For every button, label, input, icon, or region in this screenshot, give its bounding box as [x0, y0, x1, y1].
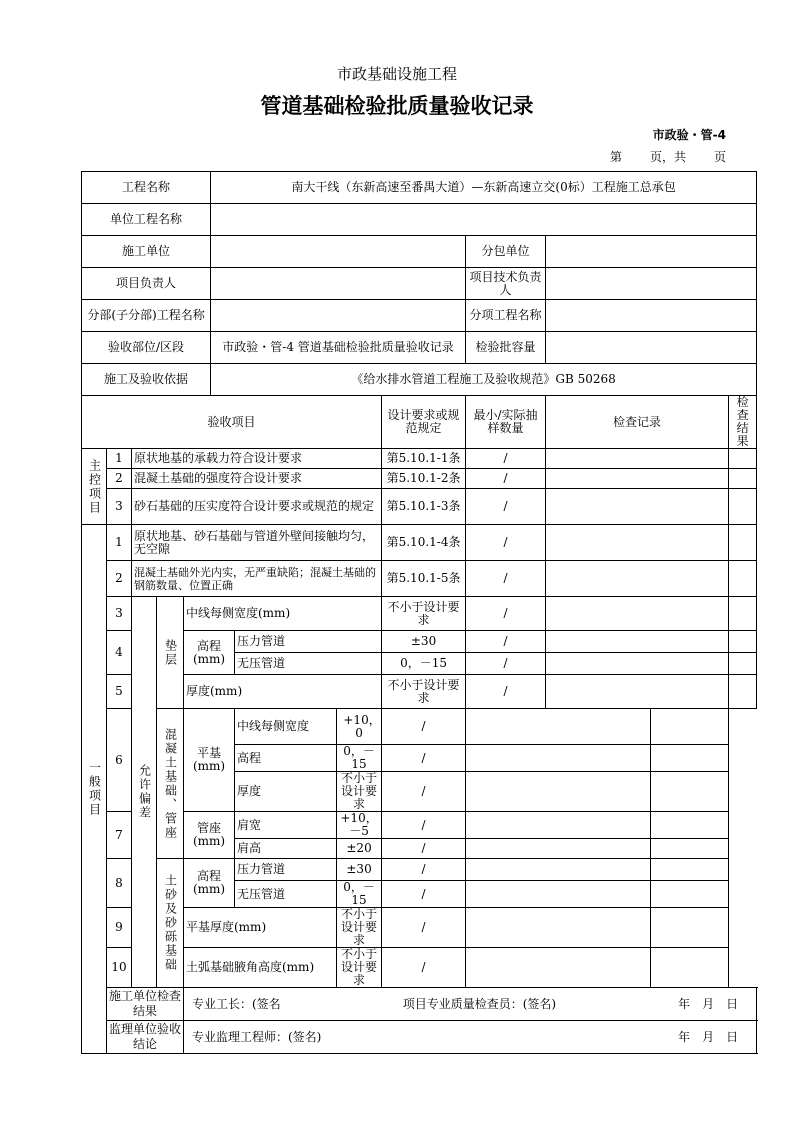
- mc-no-2: 2: [107, 469, 132, 489]
- g-b-record-8[interactable]: [466, 881, 651, 908]
- g-b-result-8[interactable]: [651, 881, 729, 908]
- cushion-label: 垫层: [157, 597, 184, 709]
- g-record-9[interactable]: [466, 908, 651, 948]
- g-result-1[interactable]: [729, 525, 757, 561]
- g-text-10: 土弧基础腋角高度(mm): [184, 948, 337, 988]
- g-a-record-7[interactable]: [466, 812, 651, 839]
- page-info: [610, 148, 726, 165]
- mc-sample-1[interactable]: /: [466, 449, 546, 469]
- g-record-5[interactable]: [546, 675, 729, 709]
- g-b-result-4[interactable]: [729, 653, 757, 675]
- batch-capacity-value[interactable]: [546, 332, 757, 364]
- mc-text-1: 原状地基的承载力符合设计要求: [132, 449, 382, 469]
- col-sample-header: 最小/实际抽样数量: [466, 396, 546, 449]
- g-result-2[interactable]: [729, 561, 757, 597]
- subitem-value[interactable]: [546, 300, 757, 332]
- g-text-3: 中线每侧宽度(mm): [184, 597, 382, 631]
- g-sub-4: 高程(mm): [184, 631, 235, 675]
- main-control-group: 主控项目: [82, 449, 107, 525]
- g-a-result-8[interactable]: [651, 859, 729, 881]
- g-b-sample-6[interactable]: /: [382, 745, 466, 772]
- supervision-result-label: 监理单位验收结论: [107, 1021, 184, 1054]
- g-text-1: 原状地基、砂石基础与管道外壁间接触均匀，无空隙: [132, 525, 382, 561]
- form-code: 市政验・管-4: [652, 128, 726, 142]
- g-a-8: 压力管道: [235, 859, 337, 881]
- location-value[interactable]: 市政验・管-4 管道基础检验批质量验收记录: [211, 332, 466, 364]
- g-a-6: 中线每侧宽度: [235, 709, 337, 745]
- g-result-9[interactable]: [651, 908, 729, 948]
- g-sample-9[interactable]: /: [382, 908, 466, 948]
- supervision-date: 年 月 日: [678, 1029, 739, 1044]
- col-record-header: 检查记录: [546, 396, 729, 449]
- g-c-record-6[interactable]: [466, 772, 651, 812]
- construction-result-label: 施工单位检查结果: [107, 988, 184, 1021]
- location-label: 验收部位/区段: [82, 332, 211, 364]
- tech-manager-value[interactable]: [546, 268, 757, 300]
- g-b-record-7[interactable]: [466, 839, 651, 859]
- allow-deviation-label: 允许偏差: [132, 597, 157, 988]
- project-name-label: 工程名称: [82, 172, 211, 204]
- division-value[interactable]: [211, 300, 466, 332]
- g-a-record-6[interactable]: [466, 709, 651, 745]
- mc-no-3: 3: [107, 489, 132, 525]
- g-c-6: 厚度: [235, 772, 337, 812]
- mc-record-1[interactable]: [546, 449, 729, 469]
- mc-result-2[interactable]: [729, 469, 757, 489]
- g-sample-3[interactable]: /: [466, 597, 546, 631]
- g-b-7: 肩高: [235, 839, 337, 859]
- form-title: 管道基础检验批质量验收记录: [260, 94, 534, 118]
- supervision-result-field[interactable]: [184, 1021, 757, 1054]
- g-no-10: 10: [107, 948, 132, 988]
- construction-result-field[interactable]: [184, 988, 757, 1021]
- g-a-design-6: +10， 0: [337, 709, 382, 745]
- page-di: 第: [609, 150, 622, 164]
- sand-label: 土砂及砂砾基础: [157, 859, 184, 988]
- g-b-sample-8[interactable]: /: [382, 881, 466, 908]
- mc-design-3: 第5.10.1-3条: [382, 489, 466, 525]
- g-b-sample-4[interactable]: /: [466, 653, 546, 675]
- g-b-design-6: 0，－15: [337, 745, 382, 772]
- mc-sample-2[interactable]: /: [466, 469, 546, 489]
- g-b-result-7[interactable]: [651, 839, 729, 859]
- g-a-sample-6[interactable]: /: [382, 709, 466, 745]
- construction-unit-value[interactable]: [211, 236, 466, 268]
- g-design-5: 不小于设计要求: [382, 675, 466, 709]
- g-design-3: 不小于设计要求: [382, 597, 466, 631]
- mc-record-2[interactable]: [546, 469, 729, 489]
- g-b-design-4: 0，－15: [382, 653, 466, 675]
- g-a-sample-7[interactable]: /: [382, 812, 466, 839]
- g-no-5: 5: [107, 675, 132, 709]
- construction-unit-label: 施工单位: [82, 236, 211, 268]
- g-design-1: 第5.10.1-4条: [382, 525, 466, 561]
- g-b-design-7: ±20: [337, 839, 382, 859]
- mc-text-2: 混凝土基础的强度符合设计要求: [132, 469, 382, 489]
- page-ye: 页: [713, 150, 726, 164]
- project-manager-value[interactable]: [211, 268, 466, 300]
- subcontract-value[interactable]: [546, 236, 757, 268]
- g-c-sample-6[interactable]: /: [382, 772, 466, 812]
- g-c-design-6: 不小于设计要求: [337, 772, 382, 812]
- g-a-design-4: ±30: [382, 631, 466, 653]
- inspection-form-table: [81, 171, 757, 1054]
- basis-label: 施工及验收依据: [82, 364, 211, 396]
- g-a-sample-8[interactable]: /: [382, 859, 466, 881]
- g-sample-1[interactable]: /: [466, 525, 546, 561]
- g-b-record-6[interactable]: [466, 745, 651, 772]
- g-no-3: 3: [107, 597, 132, 631]
- g-no-6: 6: [107, 709, 132, 812]
- g-sample-2[interactable]: /: [466, 561, 546, 597]
- subitem-label: 分项工程名称: [466, 300, 546, 332]
- mc-text-3: 砂石基础的压实度符合设计要求或规范的规定: [132, 489, 382, 525]
- mc-design-2: 第5.10.1-2条: [382, 469, 466, 489]
- g-a-sample-4[interactable]: /: [466, 631, 546, 653]
- mc-sample-3[interactable]: /: [466, 489, 546, 525]
- g-b-record-4[interactable]: [546, 653, 729, 675]
- concrete-label: 混凝土基础、管座: [157, 709, 184, 859]
- g-no-1: 1: [107, 525, 132, 561]
- g-a-result-4[interactable]: [729, 631, 757, 653]
- quality-inspector-signature: 项目专业质量检查员：(签名): [402, 996, 557, 1011]
- g-design-2: 第5.10.1-5条: [382, 561, 466, 597]
- division-label: 分部(子分部)工程名称: [82, 300, 211, 332]
- g-design-9: 不小于设计要求: [337, 908, 382, 948]
- g-c-result-6[interactable]: [651, 772, 729, 812]
- mc-no-1: 1: [107, 449, 132, 469]
- g-sub-7: 管座(mm): [184, 812, 235, 859]
- g-a-4: 压力管道: [235, 631, 382, 653]
- mc-result-1[interactable]: [729, 449, 757, 469]
- g-no-8: 8: [107, 859, 132, 908]
- col-result-header: 检查结果: [729, 396, 757, 449]
- g-record-10[interactable]: [466, 948, 651, 988]
- g-result-3[interactable]: [729, 597, 757, 631]
- batch-capacity-label: 检验批容量: [466, 332, 546, 364]
- supervisor-signature: 专业监理工程师：(签名): [192, 1029, 322, 1044]
- col-item-header: 验收项目: [82, 396, 382, 449]
- g-sample-5[interactable]: /: [466, 675, 546, 709]
- g-result-10[interactable]: [651, 948, 729, 988]
- g-no-4: 4: [107, 631, 132, 675]
- form-subtitle: 市政基础设施工程: [336, 65, 457, 83]
- subcontract-label: 分包单位: [466, 236, 546, 268]
- unit-project-label: 单位工程名称: [82, 204, 211, 236]
- general-group: 一般项目: [82, 525, 107, 1054]
- g-sub-6: 平基(mm): [184, 709, 235, 812]
- g-sample-10[interactable]: /: [382, 948, 466, 988]
- project-manager-label: 项目负责人: [82, 268, 211, 300]
- g-a-record-8[interactable]: [466, 859, 651, 881]
- g-text-5: 厚度(mm): [184, 675, 382, 709]
- g-a-record-4[interactable]: [546, 631, 729, 653]
- g-design-10: 不小于设计要求: [337, 948, 382, 988]
- g-a-result-6[interactable]: [651, 709, 729, 745]
- basis-value[interactable]: 《给水排水管道工程施工及验收规范》GB 50268: [211, 364, 757, 396]
- mc-result-3[interactable]: [729, 489, 757, 525]
- mc-design-1: 第5.10.1-1条: [382, 449, 466, 469]
- col-design-header: 设计要求或规范规定: [382, 396, 466, 449]
- page-ye-gong: 页，共: [649, 150, 686, 164]
- g-a-design-7: +10，－5: [337, 812, 382, 839]
- tech-manager-label: 项目技术负责人: [466, 268, 546, 300]
- g-result-5[interactable]: [729, 675, 757, 709]
- g-text-2: 混凝土基础外光内实，无严重缺陷；混凝土基础的钢筋数量、位置正确: [132, 561, 382, 597]
- g-b-sample-7[interactable]: /: [382, 839, 466, 859]
- g-b-4: 无压管道: [235, 653, 382, 675]
- g-a-result-7[interactable]: [651, 812, 729, 839]
- g-b-result-6[interactable]: [651, 745, 729, 772]
- g-sub-8: 高程(mm): [184, 859, 235, 908]
- g-b-design-8: 0，－15: [337, 881, 382, 908]
- g-b-8: 无压管道: [235, 881, 337, 908]
- project-name-value[interactable]: 南大干线（东新高速至番禺大道）—东新高速立交(0标）工程施工总承包: [211, 172, 757, 204]
- mc-record-3[interactable]: [546, 489, 729, 525]
- g-b-6: 高程: [235, 745, 337, 772]
- construction-date: 年 月 日: [678, 996, 739, 1011]
- g-record-1[interactable]: [546, 525, 729, 561]
- g-record-3[interactable]: [546, 597, 729, 631]
- g-record-2[interactable]: [546, 561, 729, 597]
- g-a-7: 肩宽: [235, 812, 337, 839]
- g-a-design-8: ±30: [337, 859, 382, 881]
- g-text-9: 平基厚度(mm): [184, 908, 337, 948]
- unit-project-value[interactable]: [211, 204, 757, 236]
- g-no-7: 7: [107, 812, 132, 859]
- g-no-9: 9: [107, 908, 132, 948]
- foreman-signature: 专业工长：(签名: [192, 996, 281, 1011]
- g-no-2: 2: [107, 561, 132, 597]
